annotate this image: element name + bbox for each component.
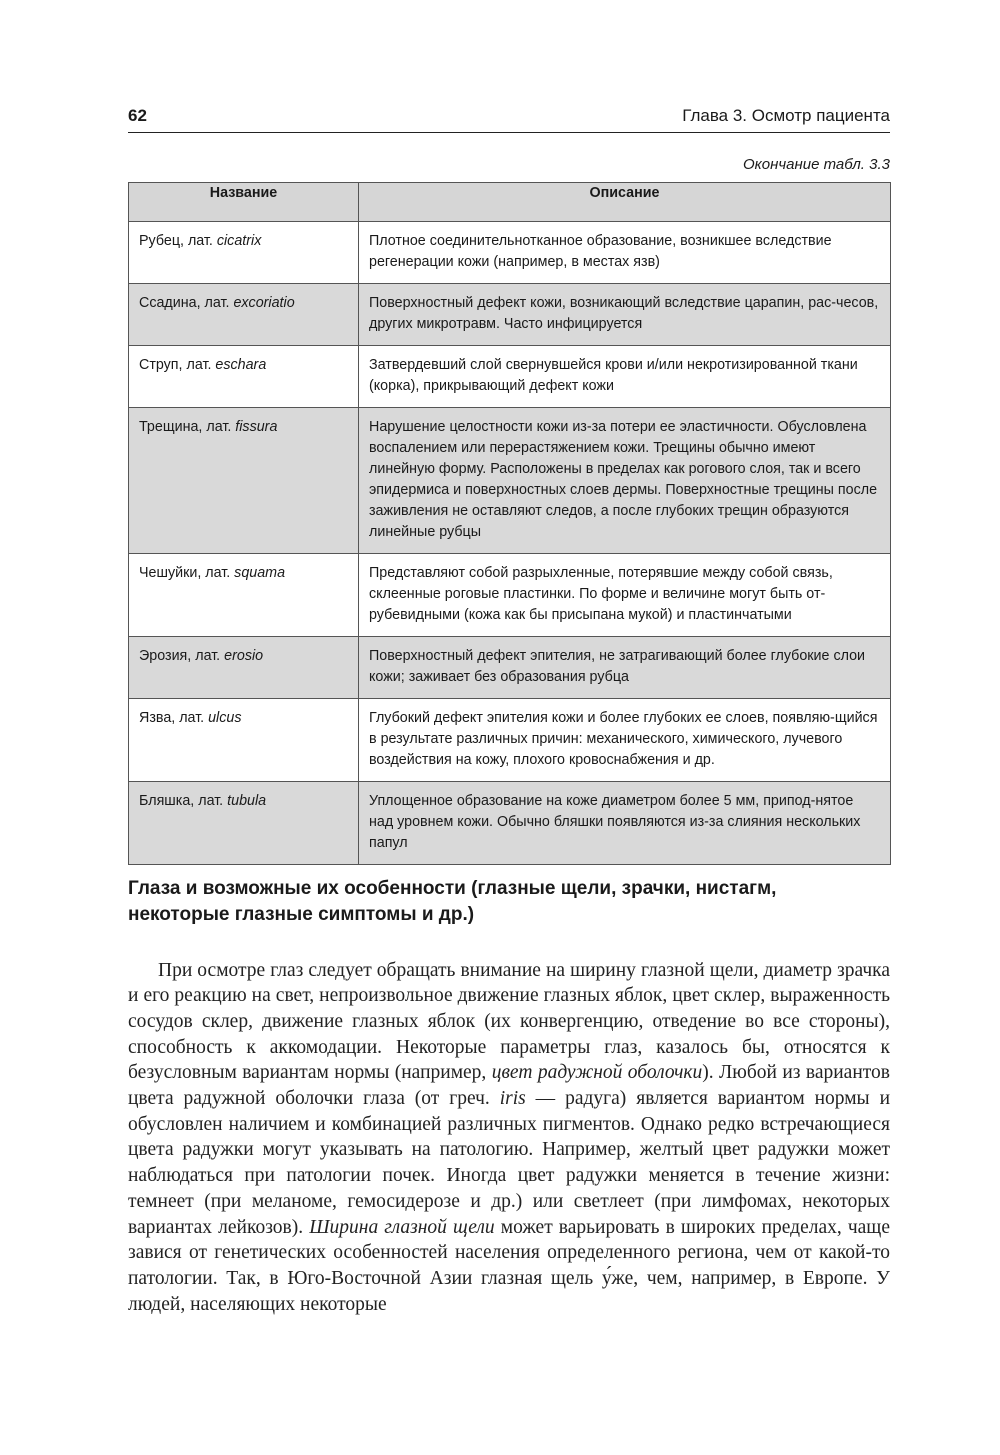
emphasis-iris-term: iris [499,1088,526,1110]
section-heading: Глаза и возможные их особенности (глазные щели, зрачки, нистагм, некоторые глазные симптомы и др.) [128,878,777,925]
table-row [129,637,891,699]
term-name-cell: Трещина, лат. fissura [129,408,359,554]
chapter-title: Глава 3. Осмотр пациента [682,106,890,125]
column-header-name: Название [129,183,359,222]
term-description-cell: Поверхностный дефект эпителия, не затрагивающий более глубокие слои кожи; заживает без образования рубца [359,637,891,699]
latin-term: excoriatio [233,295,295,311]
term-description-cell: Плотное соединительнотканное образование, возникшее вследствие регенерации кожи (например, в местах язв) [359,222,891,284]
table-caption: Окончание табл. 3.3 [743,156,890,173]
table-row [129,222,891,284]
latin-term: ulcus [208,710,242,726]
term-name-cell: Ссадина, лат. excoriatio [129,284,359,346]
term-description-cell: Глубокий дефект эпителия кожи и более глубоких ее слоев, появляю-щийся в результате различных причин: механического, химического, лучевого воздействия на кожу, плохого кровоснабжения и др. [359,699,891,782]
table-header-row [129,183,891,222]
latin-term: erosio [224,648,264,664]
terms-table [128,182,891,865]
page-number: 62 [128,106,147,125]
latin-term: cicatrix [216,233,262,249]
latin-term: tubula [227,793,267,809]
term-name-cell: Рубец, лат. cicatrix [129,222,359,284]
latin-term: squama [234,565,286,581]
term-description-cell: Нарушение целостности кожи из-за потери ее эластичности. Обусловлена воспалением или перерастяжением кожи. Трещины обычно имеют линейную форму. Расположены в пределах как рогового слоя, так и всего эпидермиса и поверхностных слоев дермы. Поверхностные трещины после заживления не оставляют следов, а после глубоких трещин образуются линейные рубцы [359,408,891,554]
term-description-cell: Представляют собой разрыхленные, потерявшие между собой связь, склеенные роговые пластинки. По форме и величине могут быть от-рубевидными (кожа как бы присыпана мукой) и пластинчатыми [359,554,891,637]
table-row [129,782,891,865]
table-row [129,346,891,408]
term-name-cell: Язва, лат. ulcus [129,699,359,782]
term-name-cell: Струп, лат. eschara [129,346,359,408]
term-name-cell: Эрозия, лат. erosio [129,637,359,699]
column-header-description: Описание [359,183,891,222]
page-header [128,104,890,133]
table-row [129,554,891,637]
term-name-cell: Бляшка, лат. tubula [129,782,359,865]
table-row [129,284,891,346]
term-description-cell: Уплощенное образование на коже диаметром более 5 мм, припод-нятое над уровнем кожи. Обычно бляшки появляются из-за слияния нескольких папул [359,782,891,865]
body-paragraph: При осмотре глаз следует обращать внимание на ширину глазной щели, диаметр зрачка и его реакцию на свет, непроизвольное движение глазных яблок, цвет склер, выраженность сосудов склер, движение глазных яблок (их конвергенцию, отведение во все стороны), способность к аккомодации. Некоторые параметры глаз, казалось бы, относятся к безусловным вариантам нормы (например, цвет радужной оболочки). Любой из вариантов цвета радужной оболочки глаза (от греч. iris — радуга) является вариантом нормы и обусловлен наличием и комбинацией различных пигментов. Однако редко встречающиеся цвета радужки могут указывать на патологию. Например, желтый цвет радужки может наблюдаться при патологии почек. Иногда цвет радужки меняется в течение жизни: темнеет (при меланоме, гемосидерозе и др.) или светлеет (при лимфомах, некоторых вариантах лейкозов). Ширина глазной щели может варьировать в широких пределах, чаще завися от генетических особенностей населения определенного региона, чем от какой-то патологии. Так, в Юго-Восточной Азии глазная щель у́же, чем, например, в Европе. У людей, населяющих некоторые [128,959,891,1315]
table-row [129,408,891,554]
table-row [129,699,891,782]
term-description-cell: Затвердевший слой свернувшейся крови и/или некротизированной ткани (корка), прикрывающий дефект кожи [359,346,891,408]
emphasis-iris-color: цвет радужной оболочки [491,1062,703,1084]
term-description-cell: Поверхностный дефект кожи, возникающий вследствие царапин, рас-чесов, других микротравм. Часто инфицируется [359,284,891,346]
emphasis-eye-slit: Ширина глазной щели [309,1216,495,1238]
term-name-cell: Чешуйки, лат. squama [129,554,359,637]
latin-term: fissura [235,419,278,435]
latin-term: eschara [215,357,267,373]
